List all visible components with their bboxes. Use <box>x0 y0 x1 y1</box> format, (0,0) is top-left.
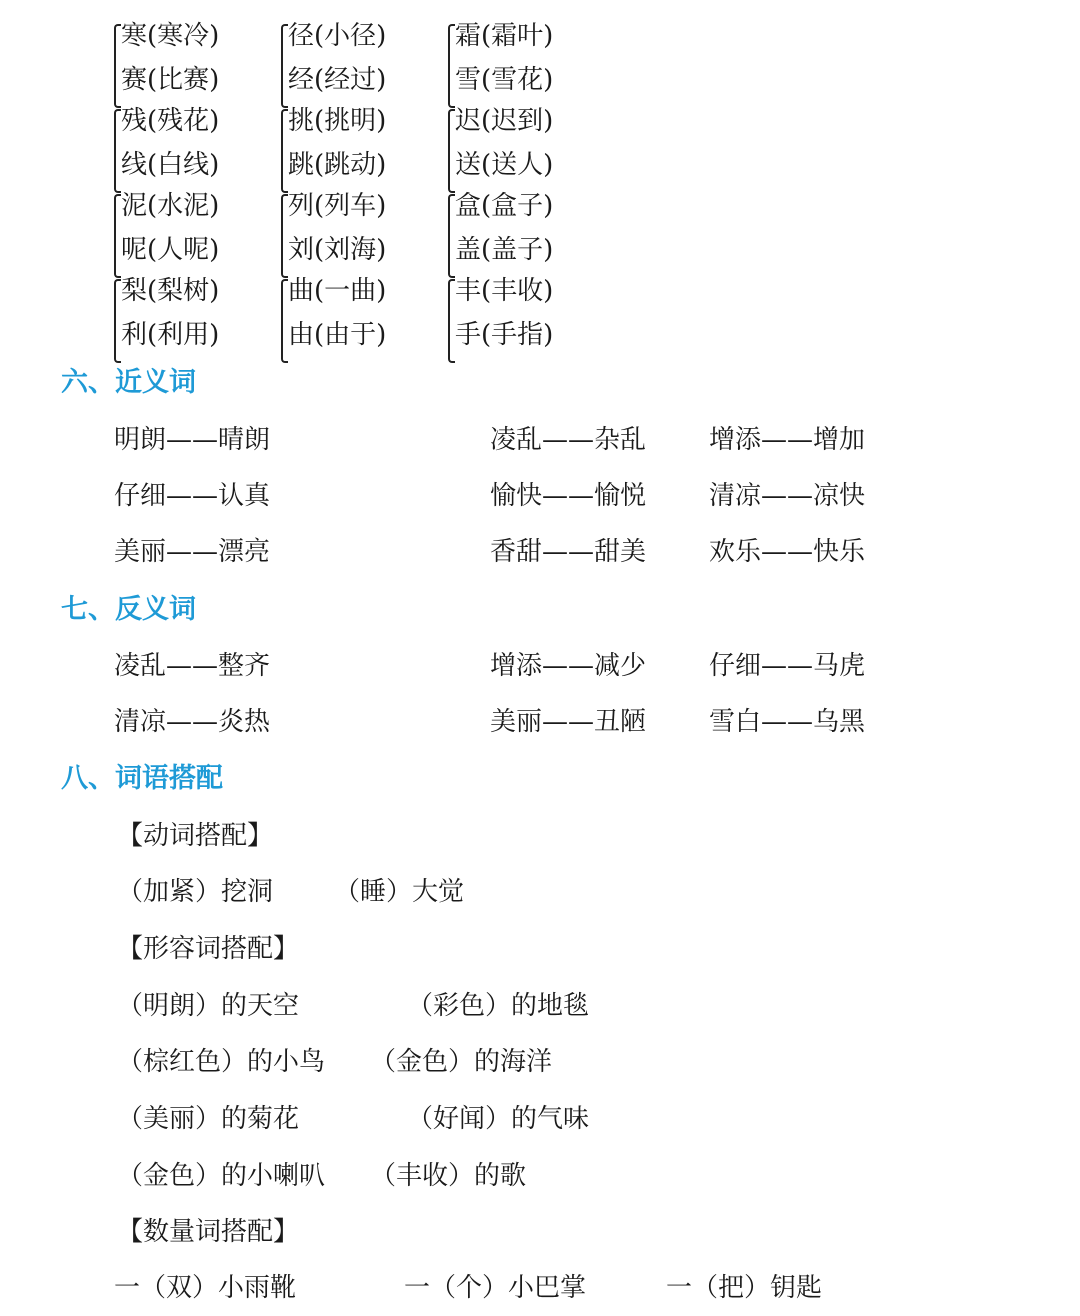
similar-char-word: 挑(挑明) <box>288 106 387 136</box>
pair-brace <box>281 109 288 193</box>
synonym-pair: 凌乱——杂乱 <box>490 425 647 455</box>
similar-char-word: 列(列车) <box>288 191 387 221</box>
pair-brace <box>281 279 288 363</box>
similar-char-word: 赛(比赛) <box>121 65 220 95</box>
subsection-label: 【数量词搭配】 <box>117 1217 300 1247</box>
antonym-pair: 雪白——乌黑 <box>709 707 866 737</box>
collocation: （好闻）的气味 <box>407 1104 590 1134</box>
pair-brace <box>281 24 288 108</box>
synonym-pair: 增添——增加 <box>709 425 866 455</box>
pair-brace <box>448 194 455 278</box>
pair-brace <box>448 279 455 363</box>
similar-char-word: 残(残花) <box>121 106 220 136</box>
collocation: （金色）的小喇叭 <box>117 1161 326 1191</box>
antonym-pair: 仔细——马虎 <box>709 651 866 681</box>
synonym-pair: 美丽——漂亮 <box>114 537 271 567</box>
synonym-pair: 愉快——愉悦 <box>490 481 647 511</box>
pair-brace <box>448 24 455 108</box>
similar-char-word: 跳(跳动) <box>288 150 387 180</box>
collocation: （丰收）的歌 <box>370 1161 527 1191</box>
pair-brace <box>114 194 121 278</box>
similar-char-word: 寒(寒冷) <box>121 21 220 51</box>
section-heading: 八、词语搭配 <box>61 763 223 794</box>
similar-char-word: 雪(雪花) <box>455 65 554 95</box>
collocation: （睡）大觉 <box>334 877 465 907</box>
similar-char-word: 线(白线) <box>121 150 220 180</box>
collocation: （棕红色）的小鸟 <box>117 1047 326 1077</box>
antonym-pair: 清凉——炎热 <box>114 707 271 737</box>
subsection-label: 【形容词搭配】 <box>117 934 300 964</box>
subsection-label: 【动词搭配】 <box>117 821 274 851</box>
pair-brace <box>448 109 455 193</box>
similar-char-word: 利(利用) <box>121 320 220 350</box>
antonym-pair: 增添——减少 <box>490 651 647 681</box>
pair-brace <box>114 24 121 108</box>
collocation: （加紧）挖洞 <box>117 877 274 907</box>
similar-char-word: 经(经过) <box>288 65 387 95</box>
similar-char-word: 梨(梨树) <box>121 276 220 306</box>
similar-char-word: 刘(刘海) <box>288 235 387 265</box>
similar-char-word: 迟(迟到) <box>455 106 554 136</box>
similar-char-word: 泥(水泥) <box>121 191 220 221</box>
similar-char-word: 呢(人呢) <box>121 235 220 265</box>
collocation: 一（双）小雨靴 <box>114 1273 297 1303</box>
synonym-pair: 清凉——凉快 <box>709 481 866 511</box>
similar-char-word: 盖(盖子) <box>455 235 554 265</box>
similar-char-word: 丰(丰收) <box>455 276 554 306</box>
antonym-pair: 美丽——丑陋 <box>490 707 647 737</box>
section-heading: 六、近义词 <box>61 367 196 398</box>
similar-char-word: 由(由于) <box>288 320 387 350</box>
similar-char-word: 手(手指) <box>455 320 554 350</box>
collocation: 一（把）钥匙 <box>666 1273 823 1303</box>
similar-char-word: 送(送人) <box>455 150 554 180</box>
similar-char-word: 霜(霜叶) <box>455 21 554 51</box>
pair-brace <box>281 194 288 278</box>
similar-char-word: 盒(盒子) <box>455 191 554 221</box>
synonym-pair: 仔细——认真 <box>114 481 271 511</box>
synonym-pair: 香甜——甜美 <box>490 537 647 567</box>
pair-brace <box>114 109 121 193</box>
antonym-pair: 凌乱——整齐 <box>114 651 271 681</box>
synonym-pair: 明朗——晴朗 <box>114 425 271 455</box>
similar-char-word: 径(小径) <box>288 21 387 51</box>
collocation: 一（个）小巴掌 <box>404 1273 587 1303</box>
collocation: （明朗）的天空 <box>117 991 300 1021</box>
similar-char-word: 曲(一曲) <box>288 276 387 306</box>
collocation: （美丽）的菊花 <box>117 1104 300 1134</box>
synonym-pair: 欢乐——快乐 <box>709 537 866 567</box>
section-heading: 七、反义词 <box>61 594 196 625</box>
collocation: （彩色）的地毯 <box>407 991 590 1021</box>
pair-brace <box>114 279 121 363</box>
collocation: （金色）的海洋 <box>370 1047 553 1077</box>
